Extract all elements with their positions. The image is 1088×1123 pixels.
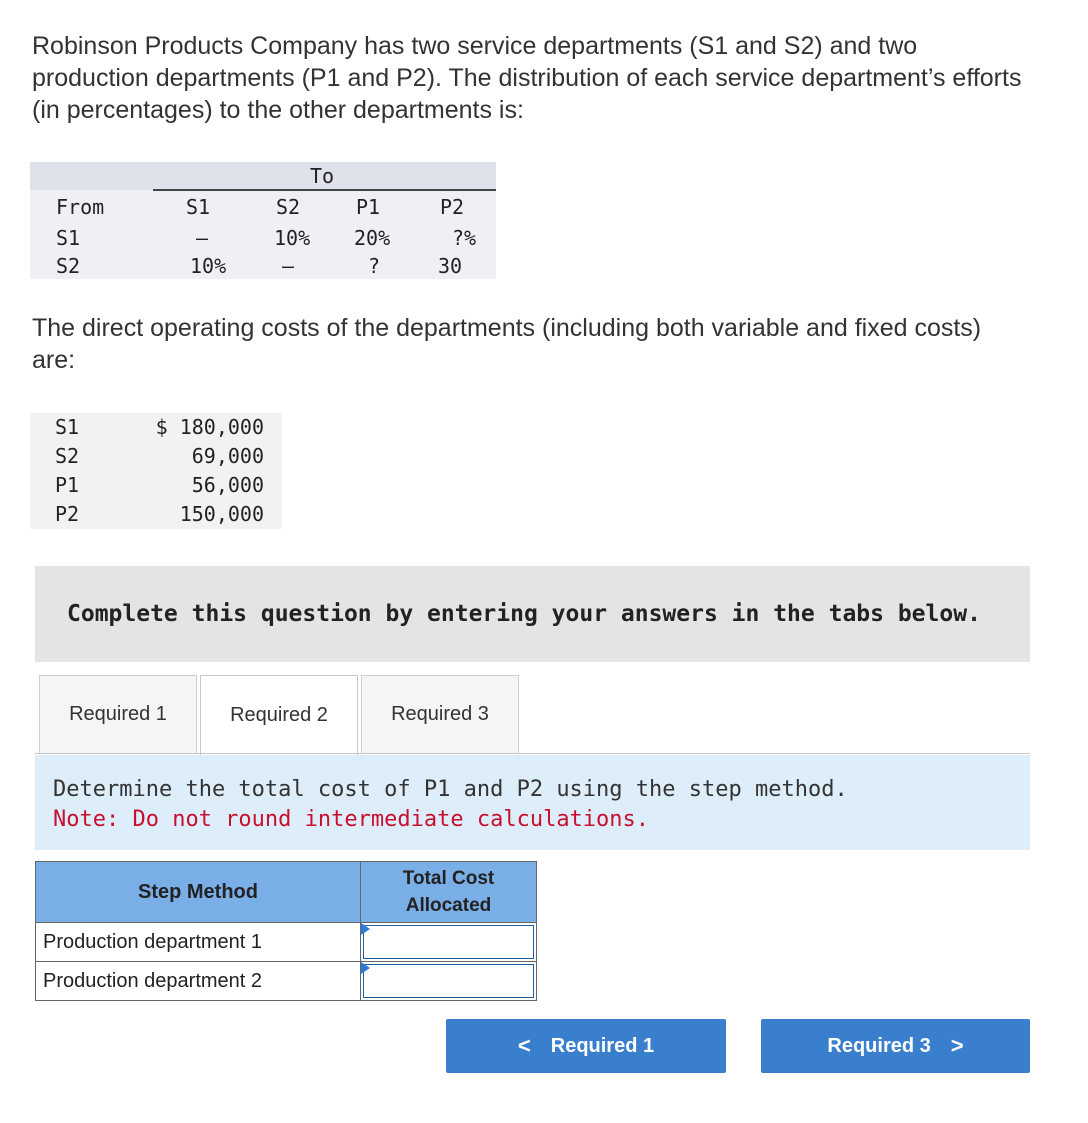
- tab-required-1[interactable]: Required 1: [39, 675, 197, 753]
- to-label: To: [310, 164, 335, 188]
- tab-required-2[interactable]: Required 2: [200, 675, 358, 755]
- cost-amount-p1: 56,000: [191, 473, 264, 497]
- cost-dept-s1: S1: [55, 415, 80, 439]
- row-label-production-2: Production department 2: [35, 962, 361, 1001]
- tab-divider: [35, 753, 1030, 754]
- chevron-right-icon: >: [950, 1033, 964, 1058]
- cell-s1-p2: ?%: [452, 226, 477, 250]
- total-cost-header-label: Total Cost Allocated: [402, 868, 495, 916]
- col-header-s1: S1: [186, 195, 211, 219]
- answer-cell-production-2: [361, 962, 537, 1001]
- total-cost-input-production-2[interactable]: [363, 964, 534, 998]
- cost-amount-s2: 69,000: [191, 444, 264, 468]
- input-marker-icon: [361, 962, 370, 974]
- instruction-note: Note: Do not round intermediate calculations.: [53, 807, 650, 832]
- to-divider: [153, 189, 496, 191]
- cell-s2-p2: 30: [438, 254, 463, 278]
- cell-s1-s1: —: [196, 226, 209, 250]
- cost-dept-s2: S2: [55, 444, 80, 468]
- row-from-s2: S2: [56, 254, 81, 278]
- answer-cell-production-1: [361, 923, 537, 962]
- instructions-banner: Complete this question by entering your answers in the tabs below.: [35, 566, 1030, 662]
- row-label-production-1: Production department 1: [35, 923, 361, 962]
- total-cost-header: [361, 861, 537, 923]
- distribution-table-header: [30, 162, 496, 190]
- intro-text: Robinson Products Company has two service departments (S1 and S2) and two production departments (P1 and P2). The distribution of each service department’s efforts (in percentages) to the other departments is:: [32, 32, 1022, 124]
- col-header-p2: P2: [440, 195, 465, 219]
- cell-s2-p1: ?: [368, 254, 381, 278]
- chevron-left-icon: <: [517, 1033, 531, 1058]
- prev-button-label: Required 1: [550, 1034, 655, 1057]
- costs-intro-text: The direct operating costs of the departments (including both variable and fixed costs) are:: [32, 314, 982, 374]
- cost-dept-p1: P1: [55, 473, 80, 497]
- cost-amount-p2: 150,000: [179, 502, 264, 526]
- prev-required-1-button[interactable]: [446, 1019, 726, 1073]
- input-marker-icon: [361, 923, 370, 935]
- row-from-s1: S1: [56, 226, 81, 250]
- tab-required-3[interactable]: Required 3: [361, 675, 519, 753]
- col-header-p1: P1: [356, 195, 381, 219]
- instruction-text: Determine the total cost of P1 and P2 using the step method.: [53, 777, 848, 802]
- from-label: From: [56, 195, 105, 219]
- instruction-panel: [35, 755, 1030, 850]
- next-required-3-button[interactable]: [761, 1019, 1030, 1073]
- col-header-s2: S2: [276, 195, 301, 219]
- cell-s2-s2: —: [282, 254, 295, 278]
- cell-s1-p1: 20%: [354, 226, 391, 250]
- cell-s2-s1: 10%: [190, 254, 227, 278]
- total-cost-input-production-1[interactable]: [363, 925, 534, 959]
- cost-dept-p2: P2: [55, 502, 80, 526]
- cell-s1-s2: 10%: [274, 226, 311, 250]
- next-button-label: Required 3: [827, 1034, 931, 1057]
- step-method-header: Step Method: [35, 861, 361, 923]
- cost-amount-s1: $ 180,000: [155, 415, 264, 439]
